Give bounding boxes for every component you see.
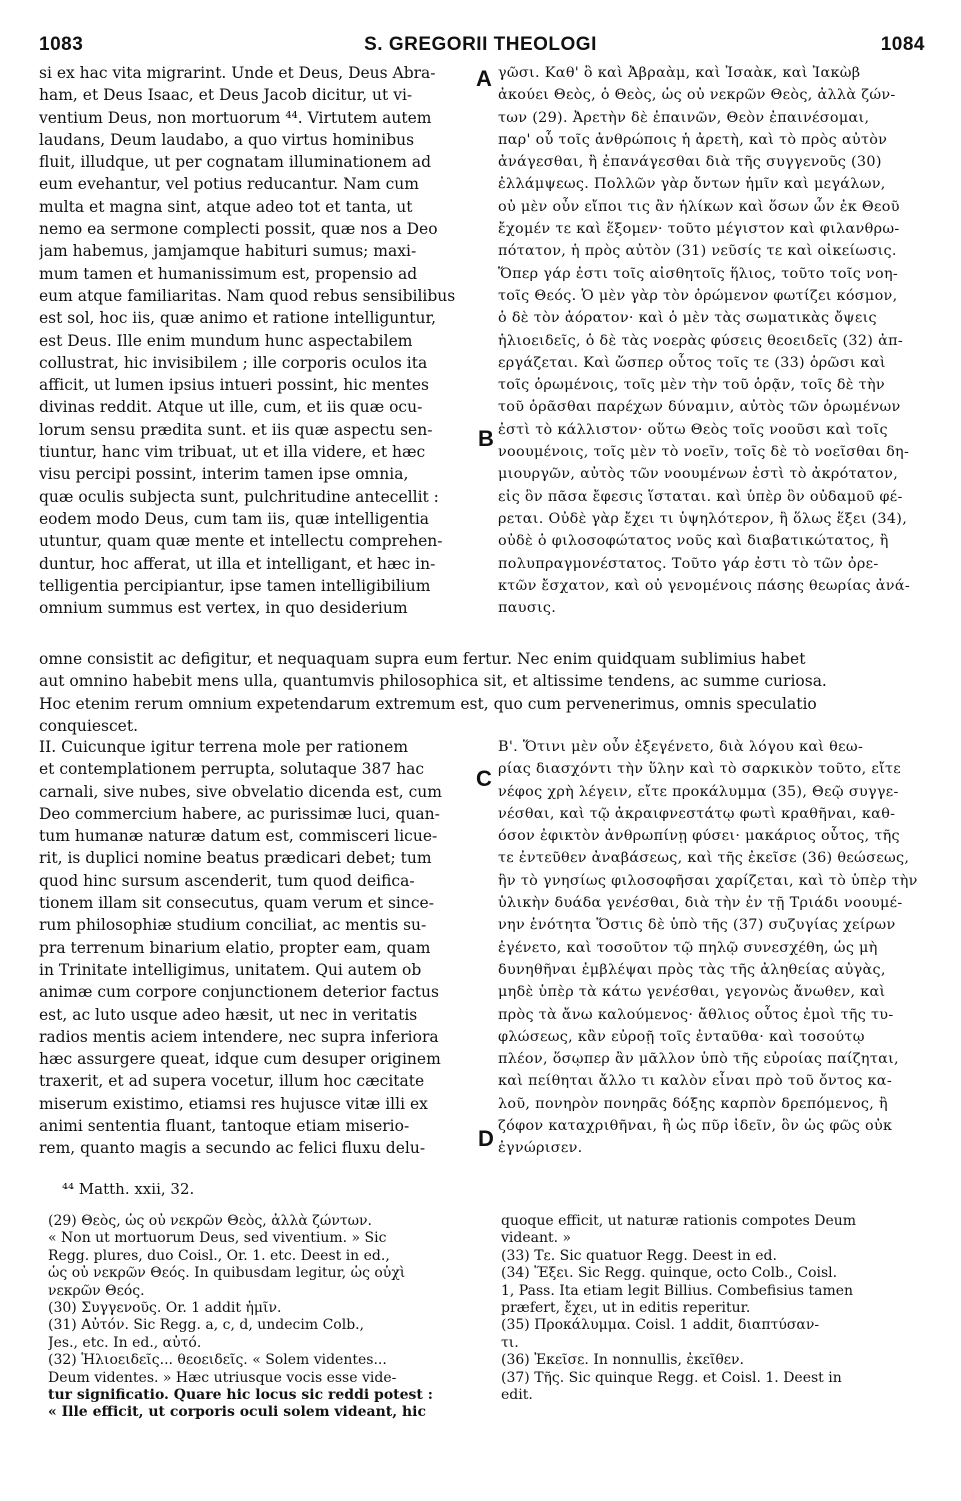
text-line: divinas reddit. Atque ut ille, cum, et iis quæ ocu- [39, 398, 423, 417]
text-line: lorum sensu prædita sunt. et iis quæ aspectu sen- [39, 420, 433, 439]
text-line: rum philosophiæ studium conciliat, ac mentis su- [39, 916, 427, 935]
text-line: tiuntur, hanc vim tribuat, ut et illa videre, et hæc [39, 443, 426, 462]
text-line: νοουμένοις, τοῖς μὲν τὸ νοεῖν, τοῖς δὲ τὸ νοεῖσθαι δη- [498, 444, 910, 461]
text-line: Hoc etenim rerum omnium expetendarum extremum est, quo cum pervenerimus, omnis speculatio [39, 694, 817, 713]
text-line: nemo ea sermone complecti possit, quæ nos a Deo [39, 220, 438, 239]
text-line: πλέον, ὅσῳπερ ἂν μᾶλλον ὑπὸ τῆς εὐροίας παίζηται, [498, 1051, 899, 1068]
text-line: eum evehantur, vel potius reducantur. Nam cum [39, 175, 419, 194]
note-line: tur significatio. Quare hic locus sic reddi potest : [48, 1386, 433, 1403]
text-line: jam habemus, jamjamque habituri sumus; maxi- [39, 242, 417, 261]
scripture-footnote: ⁴⁴ Matth. xxii, 32. [62, 1180, 195, 1198]
text-line: ham, et Deus Isaac, et Deus Jacob dicitur, ut vi- [39, 86, 413, 105]
text-line: est Deus. Ille enim mundum hunc aspectabilem [39, 331, 413, 350]
text-line: μιουργῶν, αὐτὸς τῶν νοουμένων ἐστὶ τὸ ἀκρότατον, [498, 466, 899, 483]
text-line: πολυπραγμονέστατος. Τοῦτο γάρ ἐστι τὸ τῶν ὀρε- [498, 555, 879, 572]
text-line: est sol, hoc iis, quæ animo et ratione intelliguntur, [39, 309, 437, 328]
text-line: νέφος χρὴ λέγειν, εἴτε προκάλυμμα (35), Θεῷ συγγε- [498, 783, 899, 800]
text-line: pra terrenum binarium elatio, propter eam, quam [39, 938, 431, 957]
text-line: utuntur, quam quæ mente et intellectu comprehen- [39, 532, 443, 551]
section-marker-a: A [476, 66, 492, 91]
text-line: visu percipi possint, interim tamen ipse omnia, [39, 465, 409, 484]
latin-column-top [39, 62, 477, 619]
text-line: ρίας διασχόντι τὴν ὕλην καὶ τὸ σαρκικὸν τοῦτο, εἴτε [498, 761, 902, 778]
text-line: πότατον, ἡ πρὸς αὐτὸν (31) νεῦσίς τε καὶ οἰκείωσις. [498, 243, 897, 260]
text-line: τοῖς Θεός. Ὁ μὲν γὰρ τὸν ὁρώμενον φωτίζει κόσμον, [498, 287, 898, 304]
text-line: ὁ δὲ τὸν ἀόρατον· καὶ ὁ μὲν τὰς σωματικὰς ὄψεις [498, 310, 877, 327]
note-line: Deum videntes. » Hæc utriusque vocis esse vide- [48, 1369, 397, 1386]
text-line: collustrat, hic invisibilem ; ille corporis oculos ita [39, 353, 428, 372]
text-line: conquiescet. [39, 716, 138, 735]
text-line: παυσις. [498, 600, 557, 617]
note-line: præfert, ἔχει, ut in editis reperitur. [501, 1299, 751, 1316]
text-line: telligentia percipiantur, ipse tamen intelligibilium [39, 576, 431, 595]
section-marker-b: B [478, 426, 494, 451]
note-line: (30) Συγγενοῦς. Or. 1 addit ἡμῖν. [48, 1299, 282, 1316]
text-line: ἐλλάμψεως. Πολλῶν γὰρ ὄντων ἡμῖν καὶ μεγάλων, [498, 176, 886, 193]
text-line: ἡλιοειδεῖς, ὁ δὲ τὰς νοερὰς φύσεις θεοειδεῖς (32) ἀπ- [498, 332, 904, 349]
text-line: animi sententia fluant, tantoque etiam miserio- [39, 1117, 410, 1136]
text-line: τοῦ ὁρᾶσθαι παρέχων δύναμιν, αὐτὸς τῶν ὁρωμένων [498, 399, 901, 416]
text-line: ἀκούει Θεὸς, ὁ Θεὸς, ὡς οὐ νεκρῶν Θεὸς, ἀλλὰ ζών- [498, 87, 896, 104]
note-line: 1, Pass. Ita etiam legit Billius. Combefisius tamen [501, 1282, 854, 1299]
text-line: Deo commercium habere, ac purissimæ luci, quan- [39, 804, 440, 823]
text-line: rem, quanto magis a secundo ac felici fluxu delu- [39, 1139, 426, 1158]
text-line: ἔχομέν τε καὶ ἕξομεν· τοῦτο μέγιστον καὶ φιλανθρω- [498, 221, 900, 238]
text-line: φλώσεως, κἂν εὐροῇ τοῖς ἐνταῦθα· καὶ τοσούτῳ [498, 1028, 865, 1045]
text-line: τε ἐντεῦθεν ἀναβάσεως, καὶ τῆς ἐκεῖσε (36) θεώσεως, [498, 850, 910, 867]
text-line: οὐ μὲν οὖν εἴποι τις ἂν ἡλίκων καὶ ὅσων ὧν ἐκ Θεοῦ [498, 198, 900, 215]
text-line: ἐστὶ τὸ κάλλιστον· οὕτω Θεὸς τοῖς νοοῦσι καὶ τοῖς [498, 421, 888, 438]
text-line: animæ cum corpore conjunctionem deterior factus [39, 983, 439, 1002]
text-line: λοῦ, πονηρὸν πονηρᾶς δόξης καρπὸν δρεπόμενος, ἢ [498, 1095, 888, 1112]
section-marker-d: D [478, 1126, 494, 1151]
text-line: quod hinc sursum ascenderit, tum quod deifica- [39, 871, 415, 890]
text-line: rit, is duplici nomine beatus prædicari debet; tum [39, 849, 432, 868]
note-line: edit. [501, 1386, 533, 1403]
note-line: « Ille efficit, ut corporis oculi solem videant, hic [48, 1404, 427, 1421]
text-line: ρεται. Οὐδὲ γὰρ ἔχει τι ὑψηλότερον, ἢ ὅλως ἕξει (34), [498, 510, 908, 527]
text-line: εργάζεται. Καὶ ὥσπερ οὗτος τοῖς τε (33) ὁρῶσι καὶ [498, 354, 886, 371]
text-line: των (29). Ἀρετὴν δὲ ἐπαινῶν, Θεὸν ἐπαινέσομαι, [498, 109, 870, 126]
note-line: Jes., etc. In ed., αὐτό. [48, 1334, 202, 1351]
text-line: δυνηθῆναι ἐμβλέψαι πρὸς τὰς τῆς ἀληθείας αὐγὰς, [498, 961, 886, 978]
text-line: est, ac luto usque adeo hæsit, ut nec in veritatis [39, 1005, 418, 1024]
note-line: videant. » [501, 1230, 572, 1247]
text-line: πρὸς τὰ ἄνω καλούμενος· ἄθλιος οὗτος ἐμοὶ τῆς τυ- [498, 1006, 894, 1023]
text-line: in Trinitate intelligimus, unitatem. Qui autem ob [39, 960, 422, 979]
note-line: (35) Προκάλυμμα. Coisl. 1 addit, διαπτύσαν- [501, 1317, 820, 1334]
note-line: (34) Ἕξει. Sic Regg. quinque, octo Colb., Coisl. [501, 1265, 838, 1282]
text-line: eum atque familiaritas. Nam quod rebus sensibilibus [39, 286, 456, 305]
note-line: τι. [501, 1334, 519, 1351]
text-line: eodem modo Deus, cum tam iis, quæ intelligentia [39, 509, 430, 528]
text-line: ventium Deus, non mortuorum ⁴⁴. Virtutem autem [39, 108, 432, 127]
text-line: omnium summus est vertex, in quo desiderium [39, 599, 408, 618]
text-line: radios mentis aciem intendere, nec supra inferiora [39, 1027, 439, 1046]
text-line: omne consistit ac defigitur, et nequaquam supra eum fertur. Nec enim quidquam sublimius habet [39, 650, 806, 668]
text-line: Β'. Ὅτινι μὲν οὖν ἐξεγένετο, διὰ λόγου καὶ θεω- [498, 739, 864, 755]
text-line: οὐδὲ ὁ φιλοσοφώτατος νοῦς καὶ διαβατικώτατος, ἢ [498, 533, 889, 550]
text-line: multa et magna sint, atque adeo tot et tanta, ut [39, 197, 413, 216]
text-line: si ex hac vita migrarint. Unde et Deus, Deus Abra- [39, 64, 436, 82]
text-line: ὑλικὴν δυάδα γενέσθαι, διὰ τὴν ἐν τῇ Τριάδι νοουμέ- [498, 895, 903, 912]
latin-column-bottom [39, 736, 477, 1160]
text-line: tum humanæ naturæ datum est, commisceri licue- [39, 827, 438, 846]
note-line: (31) Αὐτόν. Sic Regg. a, c, d, undecim Colb., [48, 1317, 365, 1334]
note-line: Regg. plures, duo Coisl., Or. 1. etc. Deest in ed., [48, 1247, 390, 1264]
text-line: et contemplationem perrupta, solutaque 387 hac [39, 760, 425, 779]
note-line: (32) Ἡλιοειδεῖς... θεοειδεῖς. « Solem videntes... [48, 1352, 387, 1369]
text-line: παρ' οὗ τοῖς ἀνθρώποις ἡ ἀρετὴ, καὶ τὸ πρὸς αὐτὸν [498, 131, 888, 148]
section-marker-c: C [476, 766, 492, 791]
text-line: traxerit, et ad supera vocetur, illum hoc cæcitate [39, 1072, 425, 1091]
page-number-right: 1084 [880, 34, 925, 55]
text-line: carnali, sive nubes, sive obvelatio dicenda est, cum [39, 782, 442, 801]
text-line: Ὅπερ γάρ ἐστι τοῖς αἰσθητοῖς ἥλιος, τοῦτο τοῖς νοη- [498, 265, 899, 282]
text-line: quæ oculis subjecta sunt, pulchritudine antecellit : [39, 487, 439, 506]
note-line: νεκρῶν Θεός. [48, 1282, 145, 1299]
notes-left-column [48, 1213, 478, 1422]
text-line: tionem illam sit consecutus, quam verum et since- [39, 894, 434, 913]
text-line: εἰς ὃν πᾶσα ἔφεσις ἵσταται. καὶ ὑπὲρ ὃν οὐδαμοῦ φέ- [498, 488, 903, 505]
text-line: aut omnino habebit mens ulla, quantumvis philosophica sit, et altissime tendens, ac summe curiosa. [39, 672, 827, 691]
text-line: γῶσι. Καθ' ὃ καὶ Ἀβραὰμ, καὶ Ἰσαὰκ, καὶ Ἰακὼβ [498, 65, 861, 81]
text-line: κτῶν ἔσχατον, καὶ οὐ γενομένοις πάσης θεωρίας ἀνά- [498, 577, 911, 594]
text-line: όσον ἐφικτὸν ἀνθρωπίνῃ φύσει· μακάριος οὗτος, τῆς [498, 828, 900, 845]
text-line: II. Cuicunque igitur terrena mole per rationem [39, 738, 409, 756]
note-line: (36) Ἐκεῖσε. In nonnullis, ἐκεῖθεν. [501, 1352, 744, 1369]
text-line: νέσθαι, καὶ τῷ ἀκραιφνεστάτῳ φωτὶ κραθῆναι, καθ- [498, 805, 896, 822]
note-line: (29) Θεὸς, ὡς οὐ νεκρῶν Θεὸς, ἀλλὰ ζώντων. [48, 1213, 372, 1229]
text-line: laudans, Deum laudabo, a quo virtus hominibus [39, 130, 415, 149]
text-line: mum tamen et humanissimum est, propensio ad [39, 264, 418, 283]
notes-right-column [501, 1213, 931, 1404]
running-title: S. GREGORII THEOLOGI [364, 34, 597, 55]
text-line: νην ἑνότητα Ὅστις δὲ ὑπὸ τῆς (37) συζυγίας χείρων [498, 917, 896, 934]
text-line: fluit, illudque, ut per cognatam illuminationem ad [39, 153, 432, 172]
note-line: (37) Τῆς. Sic quinque Regg. et Coisl. 1. Deest in [501, 1369, 842, 1386]
note-line: quoque efficit, ut naturæ rationis compotes Deum [501, 1213, 857, 1229]
text-line: miserum existimo, etiamsi res hujusce vitæ illi ex [39, 1094, 428, 1113]
page-number-left: 1083 [39, 34, 84, 55]
text-line: hæc assurgere queat, idque cum desuper originem [39, 1050, 441, 1069]
greek-column-bottom [498, 736, 926, 1160]
note-line: ὡς οὐ νεκρῶν Θεός. In quibusdam legitur, ὡς οὐχὶ [48, 1265, 406, 1282]
text-line: ἐγνώρισεν. [498, 1140, 583, 1157]
greek-column-top [498, 62, 926, 619]
text-line: τοῖς ὁρωμένοις, τοῖς μὲν τὴν τοῦ ὁρᾷν, τοῖς δὲ τὴν [498, 377, 885, 394]
text-line: duntur, hoc afferat, ut illa et intelligant, et hæc in- [39, 554, 436, 573]
full-width-latin [39, 648, 929, 737]
note-line: « Non ut mortuorum Deus, sed viventium. » Sic [48, 1230, 387, 1247]
text-line: ἐγένετο, καὶ τοσοῦτον τῷ πηλῷ συνεσχέθη, ὡς μὴ [498, 939, 878, 956]
text-line: καὶ πείθηται ἄλλο τι καλὸν εἶναι πρὸ τοῦ ὄντος κα- [498, 1073, 892, 1090]
text-line: afficit, ut lumen ipsius intueri possint, hic mentes [39, 376, 430, 395]
text-line: ζόφον καταχριθῆναι, ἢ ὡς πῦρ ἰδεῖν, ὃν ὡς φῶς οὐκ [498, 1118, 893, 1135]
note-line: (33) Τε. Sic quatuor Regg. Deest in ed. [501, 1247, 777, 1264]
text-line: ἣν τὸ γνησίως φιλοσοφῆσαι χαρίζεται, καὶ τὸ ὑπὲρ τὴν [498, 872, 918, 889]
text-line: ἀνάγεσθαι, ἢ ἐπανάγεσθαι διὰ τῆς συγγενοῦς (30) [498, 154, 882, 171]
text-line: μηδὲ ὑπὲρ τὰ κάτω γενέσθαι, γεγονὼς ἄνωθεν, καὶ [498, 984, 886, 1001]
